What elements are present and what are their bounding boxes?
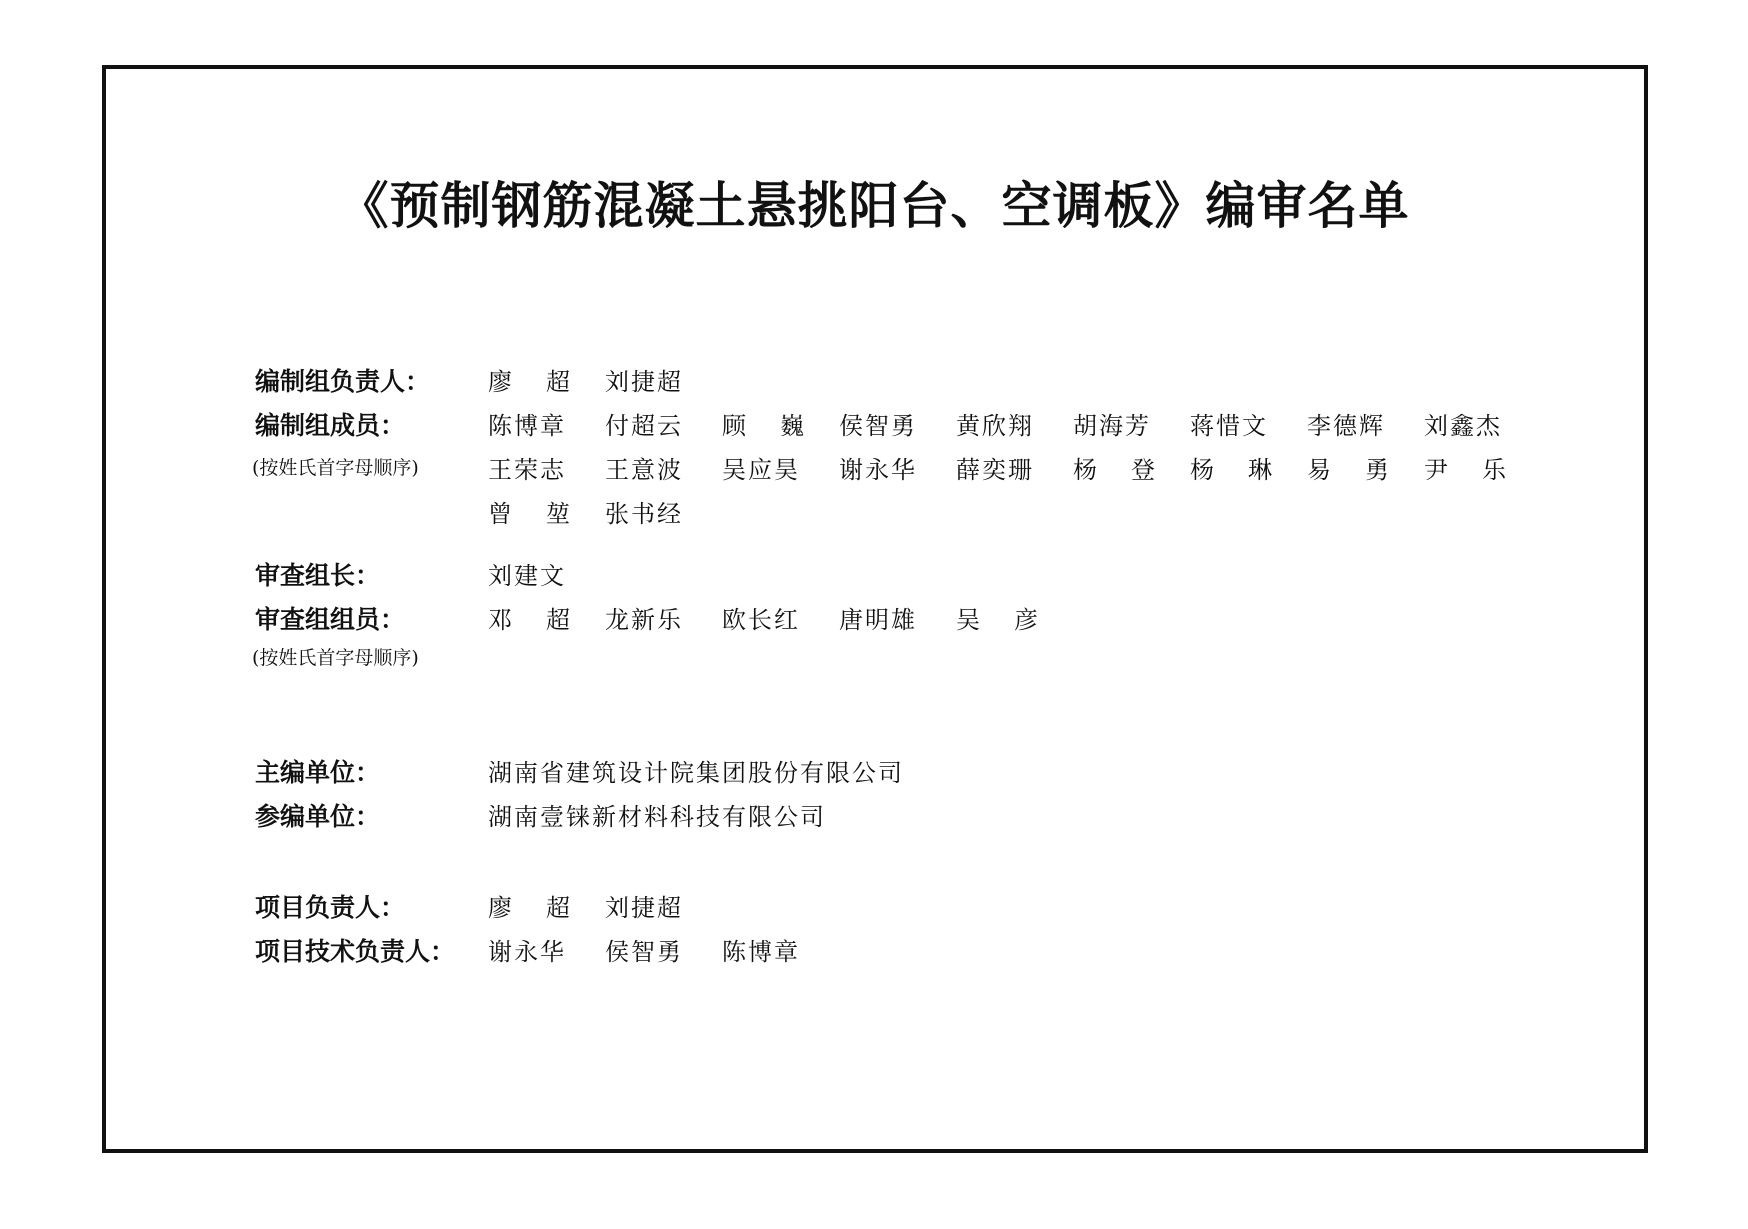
person-name: 付超云 [605, 412, 683, 440]
person-name: 刘鑫杰 [1424, 412, 1502, 440]
person-name: 胡海芳 [1073, 412, 1151, 440]
label-review-lead: 审查组长： [255, 561, 381, 590]
label-chief-unit: 主编单位： [255, 758, 381, 787]
person-name: 谢永华 [488, 938, 566, 966]
person-name: 侯智勇 [839, 412, 917, 440]
person-name: 廖 超 [488, 894, 570, 922]
participating-unit-name: 湖南壹铼新材料科技有限公司 [488, 803, 826, 831]
person-name: 尹 乐 [1424, 456, 1506, 484]
person-name: 唐明雄 [839, 606, 917, 634]
person-name: 杨 琳 [1190, 456, 1272, 484]
person-name: 廖 超 [488, 368, 570, 396]
person-name: 龙新乐 [605, 606, 683, 634]
person-name: 吴应昊 [722, 456, 800, 484]
person-name: 欧长红 [722, 606, 800, 634]
person-name: 曾 堃 [488, 500, 570, 528]
person-name: 吴 彦 [956, 606, 1038, 634]
person-name: 王荣志 [488, 456, 566, 484]
person-name: 易 勇 [1307, 456, 1389, 484]
person-name: 杨 登 [1073, 456, 1155, 484]
person-name: 蒋惜文 [1190, 412, 1268, 440]
person-name: 李德辉 [1307, 412, 1385, 440]
person-name: 薛奕珊 [956, 456, 1034, 484]
label-tech-lead: 项目技术负责人： [255, 937, 456, 966]
document-title: 《预制钢筋混凝土悬挑阳台、空调板》编审名单 [338, 177, 1410, 235]
label-review-members: 审查组组员： [255, 605, 406, 634]
person-name: 王意波 [605, 456, 683, 484]
person-name: 侯智勇 [605, 938, 683, 966]
note-review-members-order: (按姓氏首字母顺序) [252, 647, 419, 669]
note-compile-members-order: (按姓氏首字母顺序) [252, 457, 419, 479]
person-name: 张书经 [605, 500, 683, 528]
chief-unit-name: 湖南省建筑设计院集团股份有限公司 [488, 759, 904, 787]
person-name: 刘捷超 [605, 368, 683, 396]
label-project-lead: 项目负责人： [255, 893, 406, 922]
person-name: 黄欣翔 [956, 412, 1034, 440]
person-name: 刘建文 [488, 562, 566, 590]
person-name: 顾 巍 [722, 412, 804, 440]
person-name: 谢永华 [839, 456, 917, 484]
person-name: 陈博章 [722, 938, 800, 966]
person-name: 陈博章 [488, 412, 566, 440]
person-name: 刘捷超 [605, 894, 683, 922]
label-compile-members: 编制组成员： [255, 411, 406, 440]
person-name: 邓 超 [488, 606, 570, 634]
label-compile-lead: 编制组负责人： [255, 367, 431, 396]
label-participating-unit: 参编单位： [255, 802, 381, 831]
